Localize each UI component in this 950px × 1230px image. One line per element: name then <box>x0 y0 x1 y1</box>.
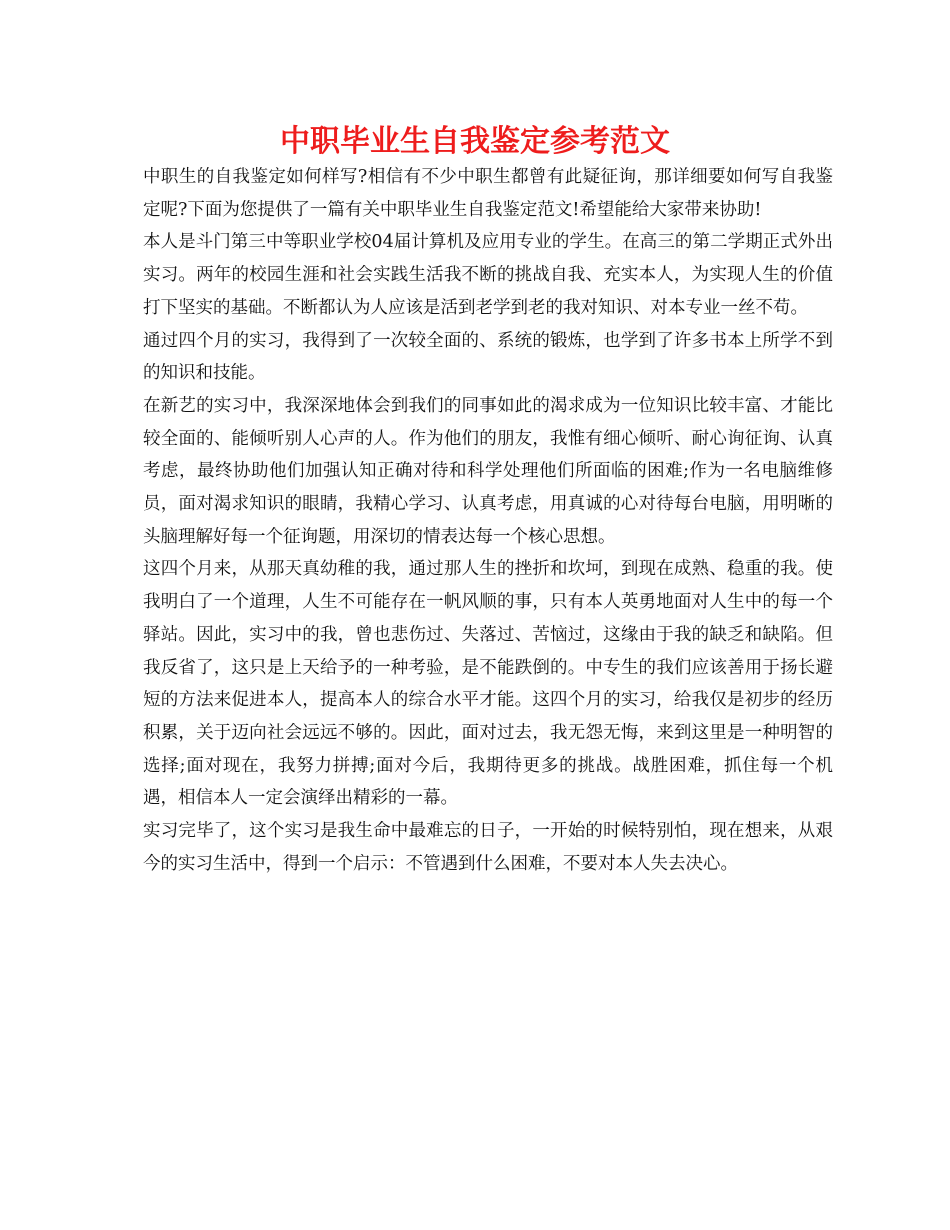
paragraph-reflection: 这四个月来，从那天真幼稚的我，通过那人生的挫折和坎坷，到现在成熟、稳重的我。使我明白了一个道理，人生不可能存在一帆风顺的事，只有本人英勇地面对人生中的每一个驿站。因此，实习中的我，曾也悲伤过、失落过、苦恼过，这缘由于我的缺乏和缺陷。但我反省了，这只是上天给予的一种考验，是不能跌倒的。中专生的我们应该善用于扬长避短的方法来促进本人，提高本人的综合水平才能。这四个月的实习，给我仅是初步的经历积累，关于迈向社会远远不够的。因此，面对过去，我无怨无悔，来到这里是一种明智的选择;面对现在，我努力拼搏;面对今后，我期待更多的挑战。战胜困难，抓住每一个机遇，相信本人一定会演绎出精彩的一幕。 <box>143 559 833 809</box>
document-title: 中职毕业生自我鉴定参考范文 <box>280 124 670 159</box>
paragraph-conclusion: 实习完毕了，这个实习是我生命中最难忘的日子，一开始的时候特别怕，现在想来，从艰今的实习生活中，得到一个启示：不管遇到什么困难，不要对本人失去决心。 <box>143 821 833 874</box>
paragraph-intro: 中职生的自我鉴定如何样写?相信有不少中职生都曾有此疑征询，那详细要如何写自我鉴定呢?下面为您提供了一篇有关中职毕业生自我鉴定范文!希望能给大家带来协助! <box>143 167 833 220</box>
paragraph-internship-summary: 通过四个月的实习，我得到了一次较全面的、系统的锻炼，也学到了许多书本上所学不到的知识和技能。 <box>143 330 833 384</box>
paragraph-internship-experience: 在新艺的实习中，我深深地体会到我们的同事如此的渴求成为一位知识比较丰富、才能比较全面的、能倾听别人心声的人。作为他们的朋友，我惟有细心倾听、耐心询征询、认真考虑，最终协助他们加强认知正确对待和科学处理他们所面临的困难;作为一名电脑维修员，面对渴求知识的眼睛，我精心学习、认真考虑，用真诚的心对待每台电脑，用明晰的头脑理解好每一个征询题，用深切的情表达每一个核心思想。 <box>143 395 833 547</box>
paragraph-background: 本人是斗门第三中等职业学校04届计算机及应用专业的学生。在高三的第二学期正式外出实习。两年的校园生涯和社会实践生活我不断的挑战自我、充实本人，为实现人生的价值打下坚实的基础。不断都认为人应该是活到老学到老的我对知识、对本专业一丝不苟。 <box>143 232 833 318</box>
document-body <box>143 161 833 880</box>
